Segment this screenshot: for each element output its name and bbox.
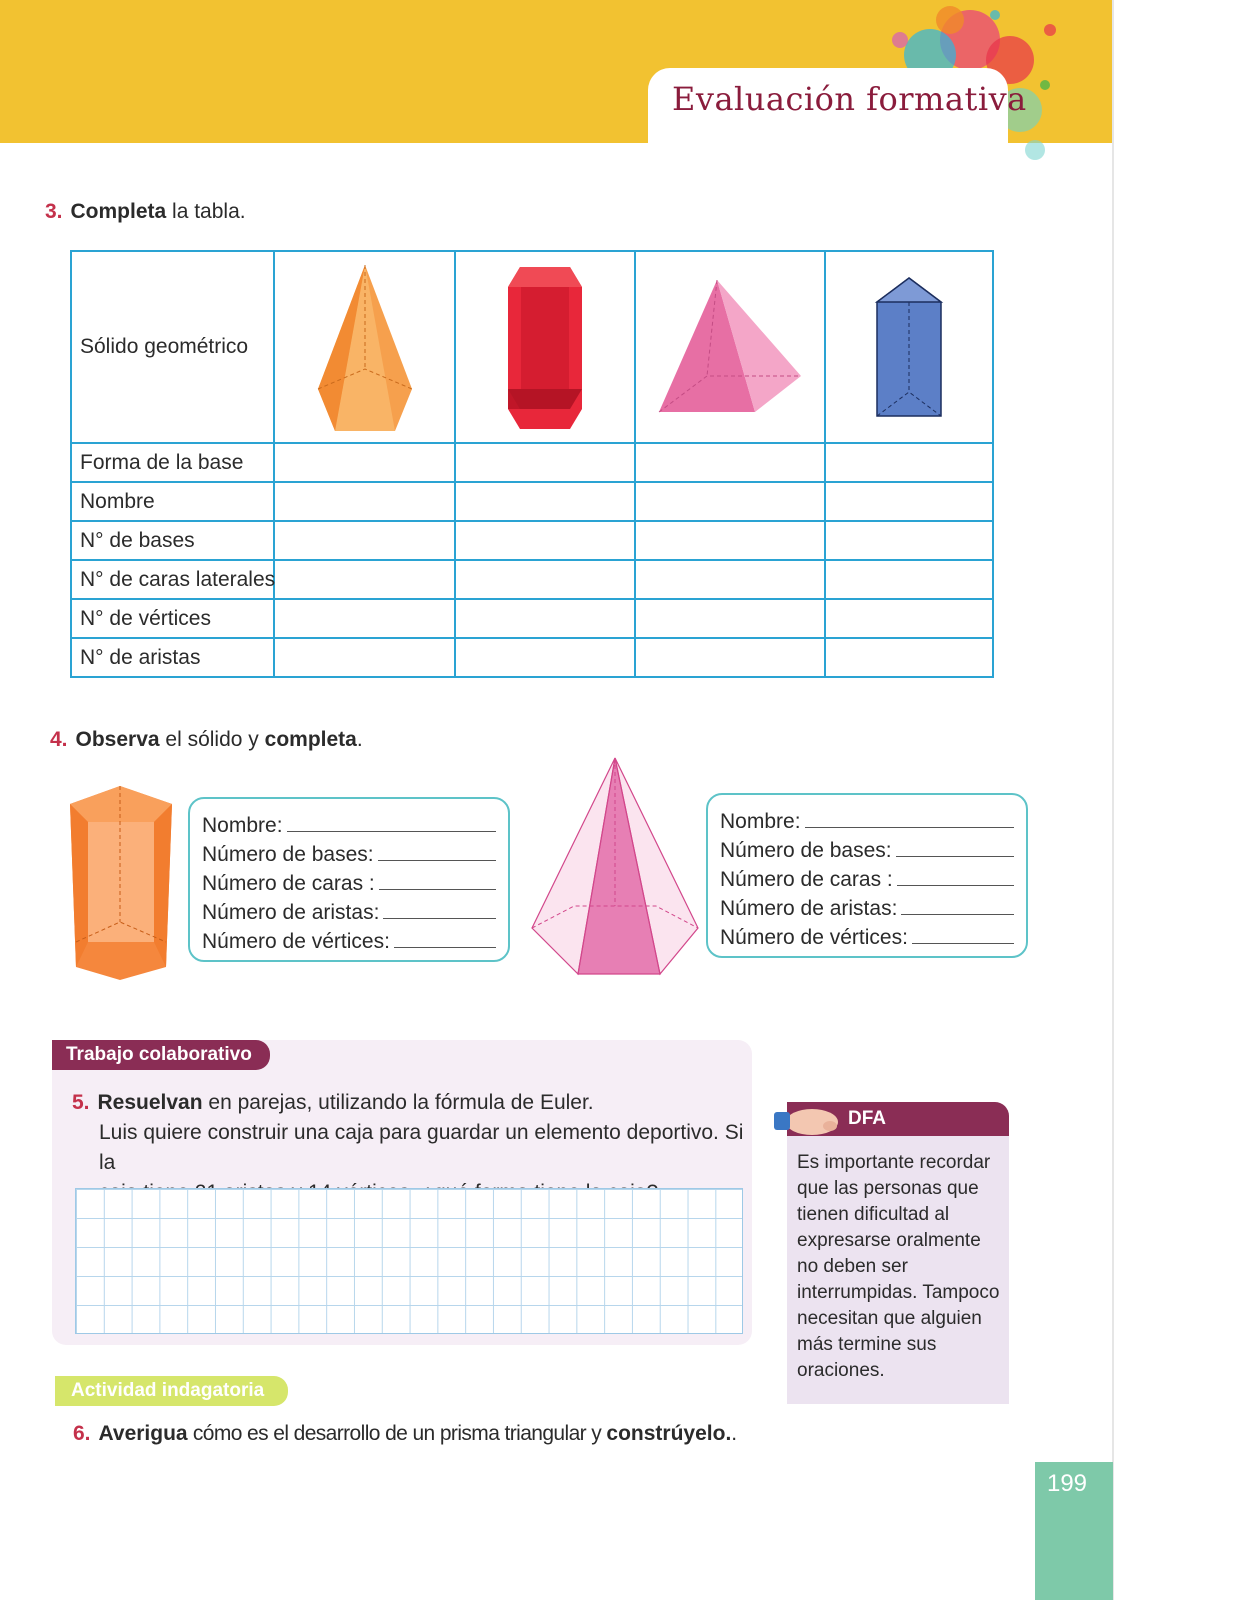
answer-cell[interactable] (825, 599, 993, 638)
answer-line-bases[interactable] (720, 834, 1014, 863)
solid-cell (274, 251, 455, 443)
blank-line[interactable] (287, 831, 496, 832)
answer-box-left (188, 797, 510, 962)
answer-label: Número de caras : (720, 868, 893, 891)
solid-cell (825, 251, 993, 443)
answer-label: Número de bases: (720, 839, 892, 862)
solids-table (70, 250, 994, 678)
answer-cell[interactable] (825, 482, 993, 521)
activity-tag: Actividad indagatoria (55, 1376, 288, 1406)
answer-line-edges[interactable] (202, 896, 496, 925)
question-5-number: 5. (72, 1091, 90, 1114)
answer-cell[interactable] (635, 638, 825, 677)
dfa-title: DFA (848, 1108, 886, 1129)
answer-cell[interactable] (274, 521, 455, 560)
hexagonal-prism-image (505, 259, 585, 435)
pentagonal-pyramid-image (310, 259, 420, 435)
answer-cell[interactable] (635, 443, 825, 482)
answer-label: Número de bases: (202, 843, 374, 866)
question-4-text: el sólido y (159, 728, 265, 751)
question-5-text: en parejas, utilizando la fórmula de Euler. (202, 1091, 594, 1114)
blank-line[interactable] (394, 947, 496, 948)
blank-line[interactable] (901, 914, 1014, 915)
answer-cell[interactable] (274, 638, 455, 677)
table-row (71, 638, 993, 677)
question-4 (50, 728, 363, 752)
question-4-period: . (356, 728, 363, 751)
solid-cell (455, 251, 635, 443)
answer-label: Nombre: (720, 810, 801, 833)
question-3-number: 3. (45, 200, 63, 223)
answer-cell[interactable] (455, 560, 635, 599)
row-label: Nombre (71, 482, 274, 521)
hand-icon (774, 1096, 844, 1140)
answer-line-bases[interactable] (202, 838, 496, 867)
answer-cell[interactable] (825, 638, 993, 677)
row-label: Forma de la base (71, 443, 274, 482)
answer-line-faces[interactable] (202, 867, 496, 896)
blank-line[interactable] (897, 885, 1014, 886)
question-6-period: . (731, 1422, 738, 1445)
question-6-verb: Averigua (98, 1422, 188, 1445)
blank-line[interactable] (896, 856, 1014, 857)
blank-line[interactable] (805, 827, 1014, 828)
answer-label: Nombre: (202, 814, 283, 837)
question-6-verb-build: constrúyelo. (606, 1422, 732, 1445)
row-label: N° de caras laterales (71, 560, 274, 599)
answer-cell[interactable] (274, 560, 455, 599)
question-4-number: 4. (50, 728, 68, 751)
blank-line[interactable] (383, 918, 496, 919)
answer-cell[interactable] (455, 599, 635, 638)
answer-cell[interactable] (274, 599, 455, 638)
question-3 (45, 200, 246, 224)
page-number: 199 (1046, 1470, 1088, 1497)
question-6 (73, 1422, 737, 1446)
blank-line[interactable] (379, 889, 496, 890)
question-3-verb: Completa (70, 200, 167, 223)
table-head-label: Sólido geométrico (71, 251, 274, 443)
answer-line-name[interactable] (720, 805, 1014, 834)
answer-cell[interactable] (825, 560, 993, 599)
answer-cell[interactable] (635, 482, 825, 521)
question-6-text: cómo es el desarrollo de un prisma triangular y (187, 1422, 607, 1445)
table-row (71, 482, 993, 521)
answer-box-right (706, 793, 1028, 958)
blank-line[interactable] (912, 943, 1014, 944)
answer-label: Número de vértices: (720, 926, 908, 949)
table-header-row (71, 251, 993, 443)
question-5-verb: Resuelvan (97, 1091, 203, 1114)
question-4-verb-complete: completa (264, 728, 357, 751)
answer-cell[interactable] (635, 560, 825, 599)
triangular-prism-image (869, 272, 949, 422)
question-4-verb-observe: Observa (75, 728, 160, 751)
table-row (71, 599, 993, 638)
answer-cell[interactable] (455, 443, 635, 482)
answer-cell[interactable] (455, 482, 635, 521)
answer-cell[interactable] (635, 599, 825, 638)
question-5-line-2: Luis quiere construir una caja para guardar un elemento deportivo. Si la (99, 1121, 744, 1174)
answer-label: Número de caras : (202, 872, 375, 895)
page-edge (1112, 0, 1114, 1600)
answer-line-name[interactable] (202, 809, 496, 838)
table-row (71, 443, 993, 482)
answer-label: Número de vértices: (202, 930, 390, 953)
question-6-number: 6. (73, 1422, 91, 1445)
pentagonal-prism-image (62, 782, 180, 982)
page-title: Evaluación formativa (672, 80, 1027, 118)
square-pyramid-image (655, 272, 805, 422)
row-label: N° de bases (71, 521, 274, 560)
row-label: N° de vértices (71, 599, 274, 638)
table-row (71, 521, 993, 560)
collab-tag: Trabajo colaborativo (52, 1040, 270, 1070)
question-3-text: la tabla. (166, 200, 246, 223)
answer-line-edges[interactable] (720, 892, 1014, 921)
answer-cell[interactable] (825, 521, 993, 560)
hexagonal-pyramid-image (530, 756, 700, 978)
answer-label: Número de aristas: (720, 897, 898, 920)
answer-grid[interactable] (75, 1188, 743, 1334)
answer-cell[interactable] (455, 638, 635, 677)
answer-line-faces[interactable] (720, 863, 1014, 892)
answer-label: Número de aristas: (202, 901, 380, 924)
answer-cell[interactable] (635, 521, 825, 560)
answer-line-vertices[interactable] (720, 921, 1014, 950)
answer-line-vertices[interactable] (202, 925, 496, 954)
solid-cell (635, 251, 825, 443)
answer-cell[interactable] (274, 482, 455, 521)
question-5-line-1 (72, 1088, 752, 1118)
table-row (71, 560, 993, 599)
blank-line[interactable] (378, 860, 496, 861)
answer-cell[interactable] (274, 443, 455, 482)
row-label: N° de aristas (71, 638, 274, 677)
answer-cell[interactable] (825, 443, 993, 482)
dfa-text: Es importante recordar que las personas que tienen dificultad al expresarse oralmente no deben ser interrumpidas. Tampoco necesitan que alguien más termine sus oraciones. (797, 1152, 1000, 1381)
answer-cell[interactable] (455, 521, 635, 560)
